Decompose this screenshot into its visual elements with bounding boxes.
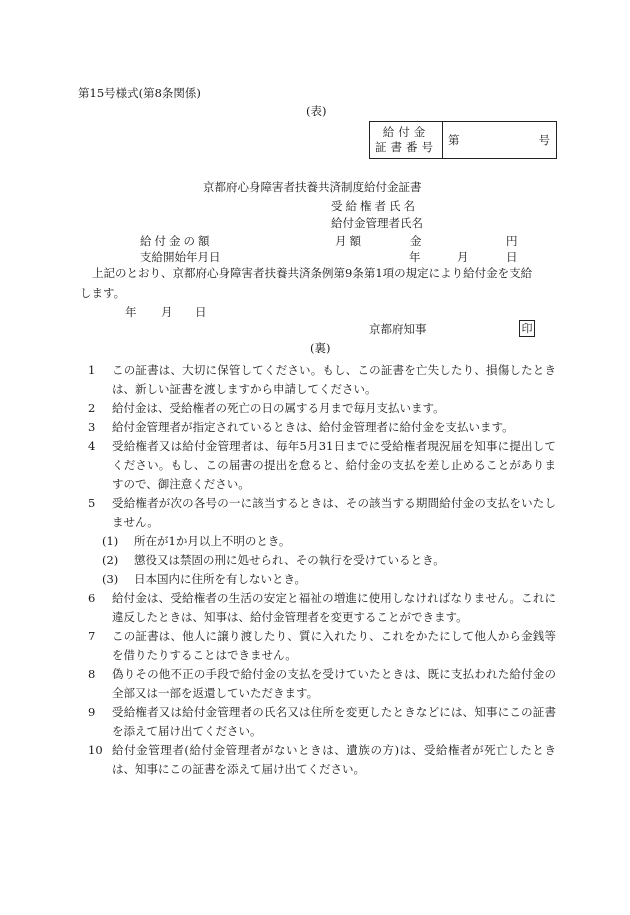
body-text-line1: 上記のとおり、京都府心身障害者扶養共済条例第9条第1項の規定により給付金を支給 bbox=[92, 266, 533, 280]
sub-item-number: (1) bbox=[102, 534, 119, 548]
front-side-label: (表) bbox=[306, 104, 327, 118]
yen-label: 円 bbox=[506, 234, 518, 248]
manager-name-label: 給付金管理者氏名 bbox=[331, 216, 423, 230]
sub-item bbox=[102, 570, 558, 589]
list-item bbox=[88, 361, 558, 399]
benefit-amount-label: 給付金の額 bbox=[140, 234, 213, 248]
governor-label: 京都府知事 bbox=[369, 322, 427, 336]
sub-item bbox=[102, 551, 558, 570]
back-side-label: (裏) bbox=[310, 341, 331, 355]
item-text: 給付金は、受給権者の生活の安定と福祉の増進に使用しなければなりません。これに違反したときは、知事は、給付金管理者を変更することができます。 bbox=[112, 591, 556, 624]
start-day-label: 日 bbox=[506, 250, 518, 264]
item-number: 6 bbox=[88, 591, 96, 605]
certificate-label-line1: 給付金 bbox=[382, 125, 430, 139]
item-text: 給付金管理者(給付金管理者がないときは、遺族の方)は、受給権者が死亡したときは、知事にこの証書を添えて届け出てください。 bbox=[112, 743, 556, 776]
list-item bbox=[88, 418, 558, 437]
issue-day-label: 日 bbox=[195, 305, 207, 319]
item-text: 受給権者又は給付金管理者の氏名又は住所を変更したときなどには、知事にこの証書を添えて届け出てください。 bbox=[112, 705, 556, 738]
certificate-go: 号 bbox=[538, 133, 550, 147]
kin-label: 金 bbox=[410, 234, 422, 248]
list-item bbox=[88, 494, 558, 532]
certificate-number-box bbox=[369, 121, 557, 159]
list-item bbox=[88, 703, 558, 741]
sub-item bbox=[102, 532, 558, 551]
list-item bbox=[88, 627, 558, 665]
item-number: 9 bbox=[88, 705, 96, 719]
item-number: 8 bbox=[88, 667, 96, 681]
issue-year-label: 年 bbox=[125, 305, 137, 319]
sub-item-number: (3) bbox=[102, 572, 119, 586]
item-number: 5 bbox=[88, 496, 96, 510]
document-title: 京都府心身障害者扶養共済制度給付金証書 bbox=[203, 180, 422, 194]
sub-item-number: (2) bbox=[102, 553, 119, 567]
monthly-label: 月額 bbox=[335, 234, 364, 248]
item-text: 偽りその他不正の手段で給付金の支払を受けていたときは、既に支払われた給付金の全部又は一部を返還していただきます。 bbox=[112, 667, 556, 700]
item-text: この証書は、大切に保管してください。もし、この証書を亡失したり、損傷したときは、新しい証書を渡しますから申請してください。 bbox=[112, 363, 556, 396]
item-text: 給付金は、受給権者の死亡の日の属する月まで毎月支払います。 bbox=[112, 401, 445, 415]
item-text: この証書は、他人に譲り渡したり、質に入れたり、これをかたにして他人から金銭等を借りたりすることはできません。 bbox=[112, 629, 556, 662]
seal-mark: 印 bbox=[519, 320, 535, 337]
item-number: 3 bbox=[88, 420, 96, 434]
sub-item-text: 日本国内に住所を有しないとき。 bbox=[134, 572, 307, 586]
start-month-label: 月 bbox=[457, 250, 469, 264]
certificate-number-field bbox=[443, 122, 556, 158]
item-number: 10 bbox=[88, 743, 103, 757]
item-number: 4 bbox=[88, 439, 96, 453]
start-date-label: 支給開始年月日 bbox=[140, 250, 221, 264]
notes-list bbox=[88, 361, 558, 779]
list-item bbox=[88, 741, 558, 779]
list-item bbox=[88, 589, 558, 627]
item-text: 給付金管理者が指定されているときは、給付金管理者に給付金を支払います。 bbox=[112, 420, 514, 434]
start-year-label: 年 bbox=[409, 250, 421, 264]
issue-month-label: 月 bbox=[161, 305, 173, 319]
item-text: 受給権者又は給付金管理者は、毎年5月31日までに受給権者現況届を知事に提出してください。もし、この届書の提出を怠ると、給付金の支払を差し止めることがありますので、御注意ください。 bbox=[112, 439, 556, 491]
sub-item-text: 所在が1か月以上不明のとき。 bbox=[134, 534, 291, 548]
certificate-dai: 第 bbox=[448, 133, 460, 147]
body-text-line2: します。 bbox=[80, 286, 126, 300]
item-number: 1 bbox=[88, 363, 96, 377]
list-item bbox=[88, 399, 558, 418]
certificate-label-line2: 証書番号 bbox=[375, 140, 437, 154]
recipient-name-label: 受給権者氏名 bbox=[331, 199, 418, 213]
sub-item-text: 懲役又は禁固の刑に処せられ、その執行を受けているとき。 bbox=[134, 553, 445, 567]
list-item bbox=[88, 437, 558, 494]
form-number: 第15号様式(第8条関係) bbox=[78, 86, 201, 100]
item-text: 受給権者が次の各号の一に該当するときは、その該当する期間給付金の支払をいたしません。 bbox=[112, 496, 556, 529]
item-number: 2 bbox=[88, 401, 96, 415]
list-item bbox=[88, 665, 558, 703]
certificate-number-label bbox=[370, 122, 443, 158]
item-number: 7 bbox=[88, 629, 96, 643]
